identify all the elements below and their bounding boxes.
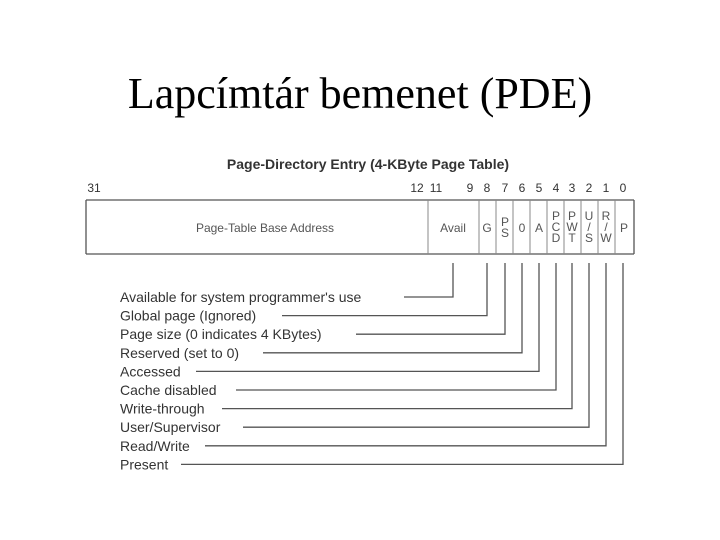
field-us-label: / [587, 220, 591, 234]
bit-number: 12 [410, 181, 424, 195]
field-pwt-label: W [566, 220, 578, 234]
field-description: Available for system programmer's use [120, 289, 362, 305]
bit-number: 3 [568, 181, 576, 195]
field-ps-label: P [500, 215, 510, 229]
field-pcd-label: C [551, 220, 561, 234]
field-description: User/Supervisor [120, 419, 221, 436]
field-rw-label: / [604, 220, 608, 234]
bit-number: 9 [466, 181, 474, 195]
bit-numbers [87, 181, 626, 195]
bit-number: 2 [585, 181, 593, 195]
field-pcd-label: D [551, 231, 561, 245]
bit-number: 11 [429, 181, 443, 195]
field-a-label: A [534, 221, 544, 235]
field-p-label: P [619, 221, 629, 235]
bit-number: 7 [501, 181, 509, 195]
bit-number: 4 [552, 181, 560, 195]
leader-line [243, 263, 589, 427]
descriptions [120, 289, 361, 472]
slide-title: Lapcímtár bemenet (PDE) [127, 69, 593, 118]
field-description: Read/Write [120, 437, 190, 454]
field-labels [196, 209, 628, 245]
field-description: Write-through [120, 400, 205, 417]
bit-number: 5 [535, 181, 543, 195]
field-avail-label: Avail [440, 221, 466, 235]
field-rw-label: R [601, 209, 611, 223]
field-ps-label: S [500, 226, 510, 240]
leader-line [356, 263, 505, 334]
field-g-label: G [482, 221, 492, 235]
bit-number: 0 [619, 181, 627, 195]
bit-number: 1 [602, 181, 610, 195]
leader-line [404, 263, 453, 297]
field-us-label: S [584, 231, 594, 245]
field-description: Page size (0 indicates 4 KBytes) [120, 326, 322, 343]
field-description: Accessed [120, 363, 181, 380]
field-rw-label: W [600, 231, 612, 245]
field-description: Cache disabled [120, 382, 217, 398]
bit-number: 6 [518, 181, 526, 195]
field-us-label: U [584, 209, 594, 223]
field-description: Present [120, 456, 169, 473]
field-base-label: Page-Table Base Address [195, 221, 335, 235]
field-pwt-label: P [567, 209, 577, 223]
diagram-heading: Page-Directory Entry (4-KByte Page Table) [226, 156, 510, 172]
field-description: Global page (Ignored) [120, 307, 257, 324]
field-pwt-label: T [568, 231, 576, 245]
field-zero-label: 0 [518, 221, 526, 235]
bit-number: 8 [483, 181, 491, 195]
bit-number: 31 [87, 181, 101, 195]
field-description: Reserved (set to 0) [120, 344, 240, 361]
field-pcd-label: P [551, 209, 561, 223]
